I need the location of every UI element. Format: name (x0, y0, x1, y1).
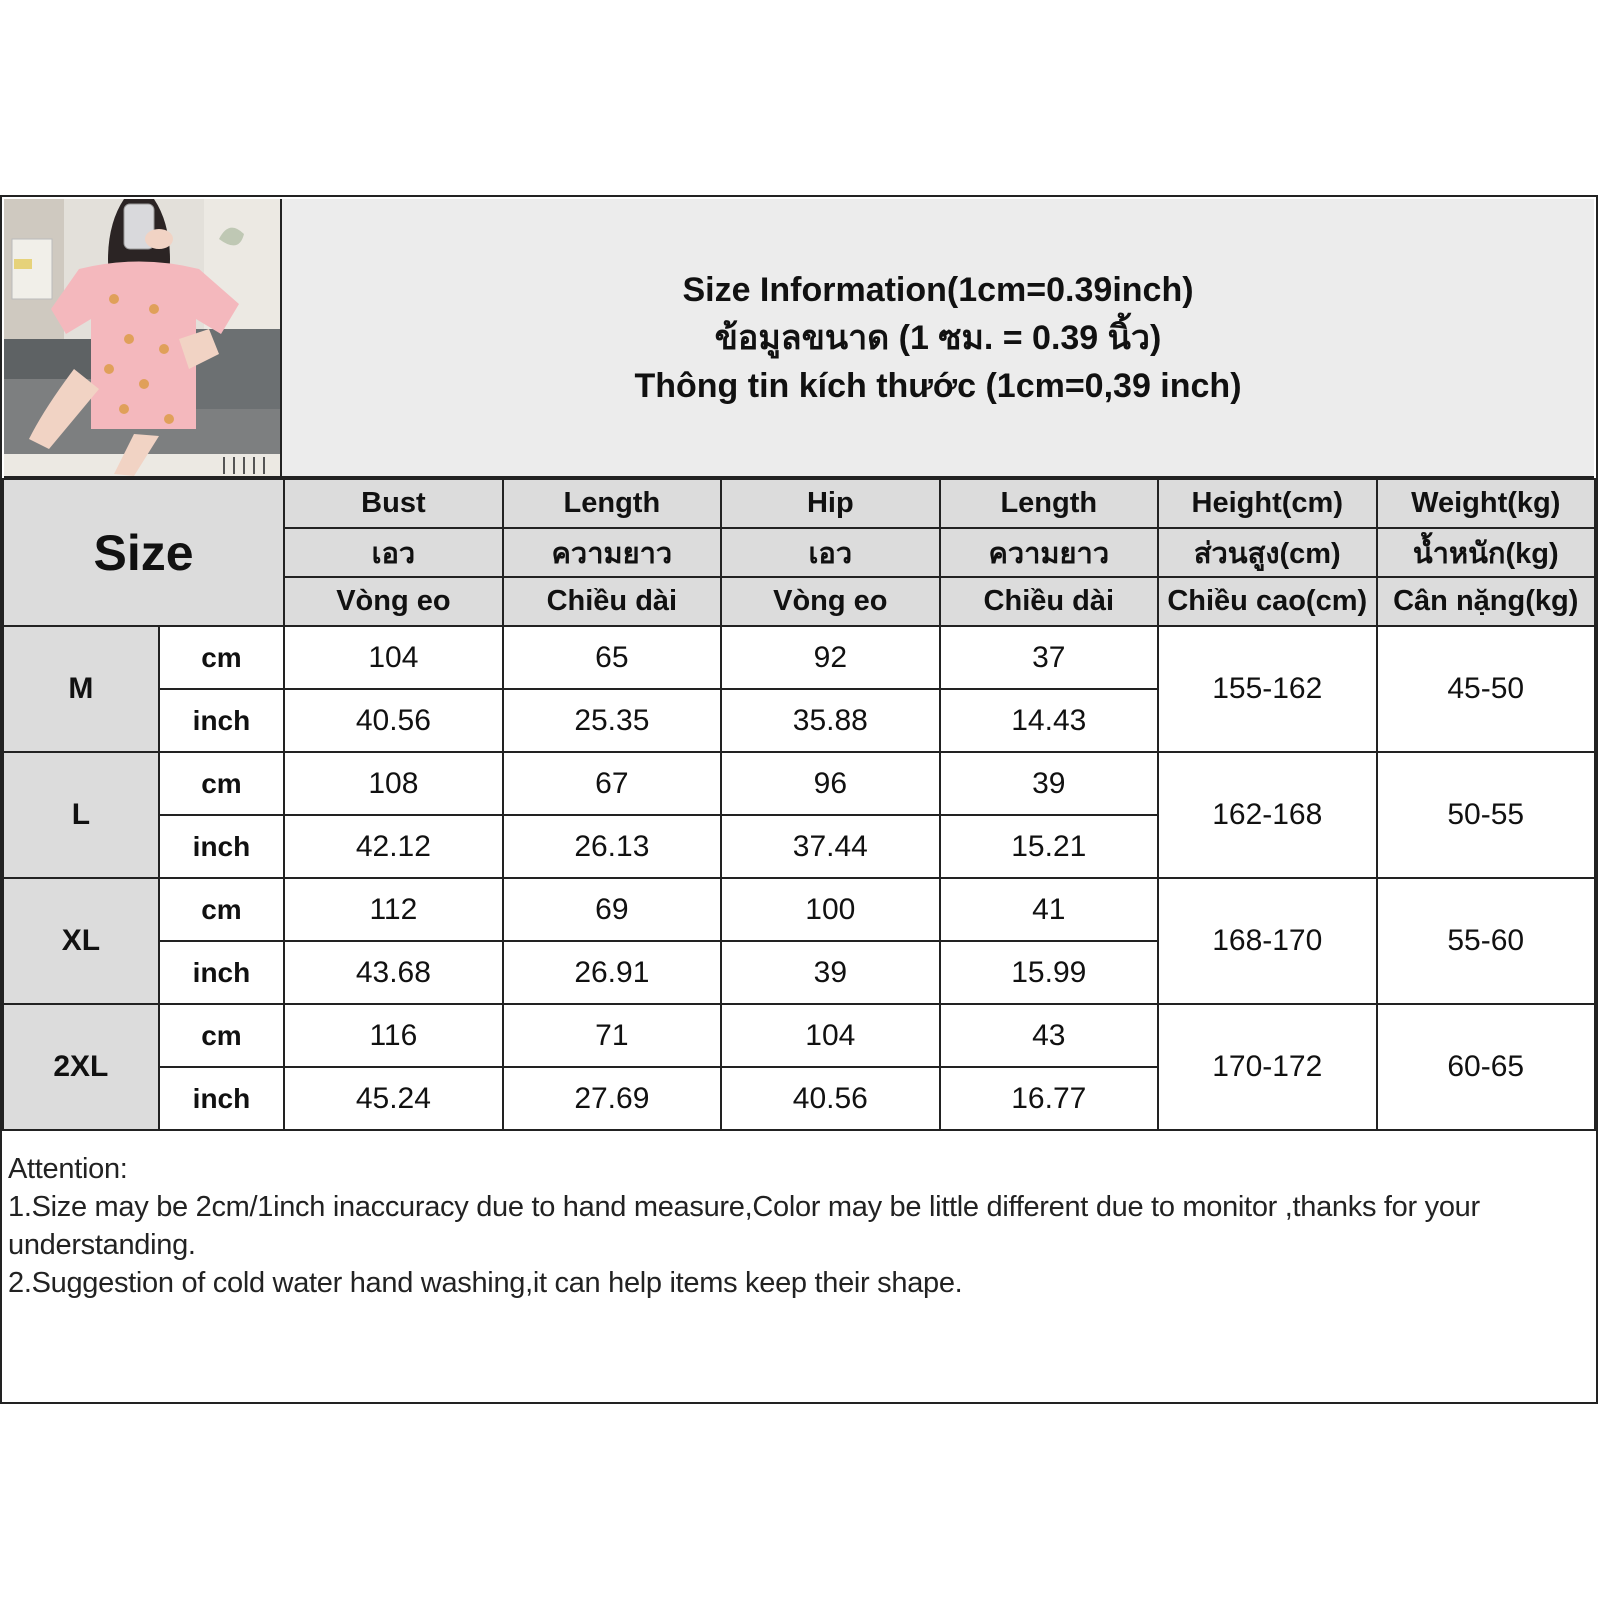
col-weight-th: น้ำหนัก(kg) (1377, 528, 1596, 577)
col-weight-vi: Cân nặng(kg) (1377, 577, 1596, 626)
unit-label: cm (159, 626, 284, 689)
model-photo (4, 199, 282, 478)
weight-range: 50-55 (1377, 752, 1596, 878)
length2-inch: 15.21 (940, 815, 1158, 878)
col-height-th: ส่วนสูง(cm) (1158, 528, 1376, 577)
model-photo-image (4, 199, 280, 476)
unit-label: cm (159, 1004, 284, 1067)
hip-cm: 92 (721, 626, 939, 689)
col-length-vi: Chiều dài (503, 577, 721, 626)
col-height-en: Height(cm) (1158, 479, 1376, 528)
col-length2-en: Length (940, 479, 1158, 528)
length2-cm: 43 (940, 1004, 1158, 1067)
weight-range: 60-65 (1377, 1004, 1596, 1130)
col-height-vi: Chiều cao(cm) (1158, 577, 1376, 626)
hip-inch: 40.56 (721, 1067, 939, 1130)
hip-inch: 35.88 (721, 689, 939, 752)
col-length-en: Length (503, 479, 721, 528)
title-block (282, 199, 1594, 478)
title-thai: ข้อมูลขนาด (1 ซม. = 0.39 นิ้ว) (714, 318, 1162, 357)
length-cm: 67 (503, 752, 721, 815)
table-row (3, 1004, 1595, 1067)
bust-inch: 43.68 (284, 941, 502, 1004)
attention-note-1: 1.Size may be 2cm/1inch inaccuracy due to hand measure,Color may be little different due to monitor ,thanks for your understanding. (8, 1191, 1480, 1261)
col-bust-vi: Vòng eo (284, 577, 502, 626)
length-inch: 26.13 (503, 815, 721, 878)
size-chart (0, 195, 1598, 1404)
table-row (3, 626, 1595, 689)
bust-cm: 104 (284, 626, 502, 689)
attention-heading: Attention: (8, 1153, 128, 1185)
length-inch: 27.69 (503, 1067, 721, 1130)
size-name: 2XL (3, 1004, 159, 1130)
size-name: XL (3, 878, 159, 1004)
length-cm: 69 (503, 878, 721, 941)
attention-notes (8, 1150, 1588, 1302)
title-english: Size Information(1cm=0.39inch) (682, 270, 1194, 309)
col-weight-en: Weight(kg) (1377, 479, 1596, 528)
size-table (2, 478, 1596, 1131)
length-inch: 25.35 (503, 689, 721, 752)
length2-cm: 37 (940, 626, 1158, 689)
col-length2-th: ความยาว (940, 528, 1158, 577)
weight-range: 45-50 (1377, 626, 1596, 752)
length2-inch: 14.43 (940, 689, 1158, 752)
title-vietnamese: Thông tin kích thước (1cm=0,39 inch) (634, 366, 1242, 405)
length-cm: 65 (503, 626, 721, 689)
hip-inch: 37.44 (721, 815, 939, 878)
col-bust-en: Bust (284, 479, 502, 528)
unit-label: cm (159, 878, 284, 941)
col-bust-th: เอว (284, 528, 502, 577)
length2-inch: 15.99 (940, 941, 1158, 1004)
length2-cm: 39 (940, 752, 1158, 815)
table-row (3, 878, 1595, 941)
height-range: 155-162 (1158, 626, 1376, 752)
attention-note-2: 2.Suggestion of cold water hand washing,it can help items keep their shape. (8, 1267, 963, 1299)
col-hip-en: Hip (721, 479, 939, 528)
weight-range: 55-60 (1377, 878, 1596, 1004)
length2-cm: 41 (940, 878, 1158, 941)
length-inch: 26.91 (503, 941, 721, 1004)
hip-cm: 96 (721, 752, 939, 815)
hip-inch: 39 (721, 941, 939, 1004)
unit-label: inch (159, 941, 284, 1004)
bust-inch: 42.12 (284, 815, 502, 878)
unit-label: inch (159, 689, 284, 752)
height-range: 168-170 (1158, 878, 1376, 1004)
height-range: 170-172 (1158, 1004, 1376, 1130)
hip-cm: 100 (721, 878, 939, 941)
hip-cm: 104 (721, 1004, 939, 1067)
length-cm: 71 (503, 1004, 721, 1067)
length2-inch: 16.77 (940, 1067, 1158, 1130)
bust-cm: 112 (284, 878, 502, 941)
col-hip-vi: Vòng eo (721, 577, 939, 626)
table-row (3, 752, 1595, 815)
size-name: L (3, 752, 159, 878)
col-hip-th: เอว (721, 528, 939, 577)
bust-cm: 116 (284, 1004, 502, 1067)
unit-label: inch (159, 1067, 284, 1130)
bust-inch: 45.24 (284, 1067, 502, 1130)
col-length2-vi: Chiều dài (940, 577, 1158, 626)
unit-label: inch (159, 815, 284, 878)
height-range: 162-168 (1158, 752, 1376, 878)
size-name: M (3, 626, 159, 752)
unit-label: cm (159, 752, 284, 815)
bust-inch: 40.56 (284, 689, 502, 752)
col-length-th: ความยาว (503, 528, 721, 577)
bust-cm: 108 (284, 752, 502, 815)
size-header: Size (3, 479, 284, 626)
